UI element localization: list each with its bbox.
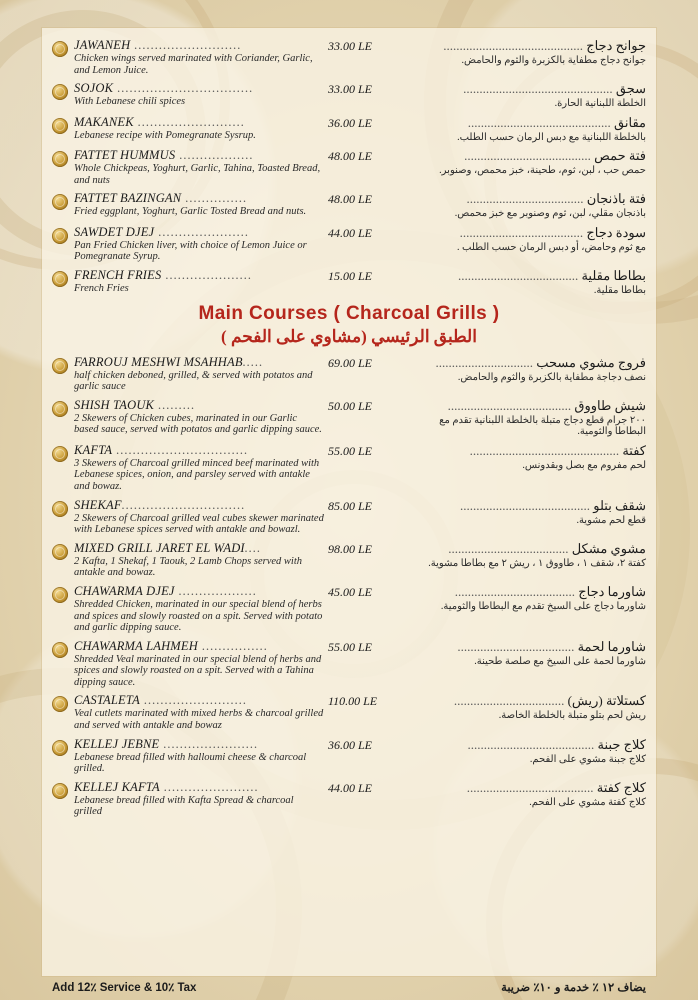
menu-item-description: Lebanese recipe with Pomegranate Sysrup. <box>74 129 256 141</box>
menu-item <box>52 498 646 536</box>
section-heading <box>52 303 646 347</box>
bullet-icon <box>52 642 68 658</box>
menu-item-name: CHAWARMA DJEJ <box>74 583 175 598</box>
leader-dots-arabic: .................................. <box>453 693 565 709</box>
menu-item-arabic-description: بطاطا مقلية. <box>593 285 646 297</box>
menu-item-arabic <box>412 38 646 67</box>
menu-item-arabic-name: سجق <box>615 81 646 97</box>
menu-item-description: 2 Skewers of Charcoal grilled veal cubes skewer marinated with Lebanese spices served with antakle and bowazl. <box>74 512 324 536</box>
leader-dots-arabic: ....................................... <box>464 148 591 164</box>
menu-item-description: Lebanese bread filled with Kafta Spread & charcoal grilled <box>74 794 294 818</box>
menu-item-arabic <box>412 268 646 297</box>
menu-item-price: 110.00 LE <box>328 694 378 709</box>
menu-item-arabic-description: حمص حب ، لبن، ثوم، طحينة، خبز محمص، وصنوبر. <box>439 165 646 177</box>
menu-item-english <box>74 737 328 775</box>
bullet-icon <box>52 544 68 560</box>
menu-item <box>52 148 646 186</box>
menu-item-name-line <box>74 398 324 413</box>
menu-item <box>52 443 646 493</box>
menu-item-price: 44.00 LE <box>328 780 373 795</box>
leader-dots: ....................... <box>159 736 259 751</box>
menu-item-arabic-name: كستلاتة (ريش) <box>567 693 646 709</box>
menu-item-arabic <box>412 541 646 570</box>
menu-item-name: FARROUJ MESHWI MSAHHAB <box>74 354 243 369</box>
menu-item-name-line <box>74 355 324 370</box>
menu-item <box>52 81 646 110</box>
menu-item-name-line <box>74 268 324 283</box>
menu-item-name-line <box>74 148 324 163</box>
menu-item-english <box>74 443 328 493</box>
leader-dots-arabic: .................................... <box>466 191 584 207</box>
leader-dots: ................................ <box>112 442 249 457</box>
menu-item-arabic <box>412 498 646 527</box>
menu-item-name-line <box>74 225 324 240</box>
footer-service-charge-arabic: يضاف ١٢ ٪ خدمة و ١٠٪ ضريبة <box>501 982 646 994</box>
menu-item-arabic <box>412 81 646 110</box>
menu-item-arabic-name-line <box>412 38 646 54</box>
menu-item-name: JAWANEH <box>74 38 131 52</box>
menu-item-description: Pan Fried Chicken liver, with choice of Lemon Juice or Pomegranate Syrup. <box>74 239 307 263</box>
menu-item-arabic-name: شاورما دجاج <box>578 583 646 599</box>
menu-item-arabic-description: شاورما دجاج على السيخ تقدم مع البطاطا والثومية. <box>440 600 646 612</box>
leader-dots-arabic: ....................................... <box>467 736 595 752</box>
bullet-icon <box>52 783 68 799</box>
menu-item <box>52 780 646 818</box>
menu-item-name-line <box>74 693 324 708</box>
menu-item-english <box>74 268 328 295</box>
menu-item-name: FATTET HUMMUS <box>74 148 176 163</box>
menu-item-arabic <box>412 398 646 438</box>
menu-item-name: MAKANEK <box>74 114 134 129</box>
menu-item <box>52 191 646 220</box>
menu-item-arabic-description: كلاج جبنة مشوي على الفحم. <box>529 753 646 765</box>
menu-item-name-line <box>74 584 324 599</box>
menu-item <box>52 693 646 731</box>
menu-item-arabic <box>412 148 646 177</box>
menu-item-name: FRENCH FRIES <box>74 268 162 283</box>
menu-item-arabic <box>412 737 646 766</box>
bullet-icon <box>52 84 68 100</box>
menu-item-english <box>74 639 328 689</box>
menu-item-arabic-description: كلاج كفتة مشوي على الفحم. <box>529 796 646 808</box>
menu-item-description: Whole Chickpeas, Yoghurt, Garlic, Tahina, Toasted Bread, and nuts <box>74 163 321 186</box>
menu-item-arabic-name: فتة حمص <box>594 148 646 164</box>
menu-item-english <box>74 38 328 76</box>
menu-item-english <box>74 115 328 142</box>
menu-item-arabic-name-line <box>412 115 646 131</box>
menu-item-name-line <box>74 639 324 654</box>
leader-dots-arabic: ..................................... <box>457 268 579 284</box>
menu-item-english <box>74 398 328 436</box>
leader-dots: ......... <box>154 397 196 412</box>
footer-service-charge-english: Add 12٪ Service & 10٪ Tax <box>52 982 197 994</box>
menu-item-arabic <box>412 780 646 809</box>
menu-item-arabic-name: شقف بتلو <box>593 497 646 513</box>
menu-item-name-line <box>74 81 324 96</box>
bullet-icon <box>52 446 68 462</box>
leader-dots: ................................. <box>113 81 254 96</box>
menu-item-arabic <box>412 225 646 254</box>
leader-dots-arabic: ....................................... <box>466 779 594 795</box>
menu-item-arabic-description: باذنجان مقلي، لبن، ثوم وصنوبر مع خبز محمص. <box>454 208 646 220</box>
menu-item-name: CHAWARMA LAHMEH <box>74 638 198 653</box>
menu-item-description: Veal cutlets marinated with mixed herbs & charcoal grilled and served with antakle and bowaz <box>74 708 324 732</box>
menu-item-arabic <box>412 639 646 668</box>
menu-item-arabic-name: كفتة <box>622 442 646 458</box>
menu-item-english <box>74 780 328 818</box>
bullet-icon <box>52 740 68 756</box>
menu-item-arabic-description: بالخلطة اللبنانية مع دبس الرمان حسب الطلب. <box>457 131 646 143</box>
menu-item <box>52 355 646 393</box>
leader-dots-arabic: ...................................... <box>447 397 572 413</box>
menu-item-name: SAWDET DJEJ <box>74 224 155 239</box>
bullet-icon <box>52 696 68 712</box>
menu-item-price: 48.00 LE <box>328 149 373 164</box>
menu-panel <box>42 28 656 976</box>
leader-dots-arabic: .............................................. <box>469 442 620 458</box>
bullet-icon <box>52 228 68 244</box>
menu-item-arabic-name-line <box>412 355 646 371</box>
menu-item <box>52 584 646 634</box>
leader-dots: .................. <box>175 148 254 163</box>
leader-dots: ....................... <box>159 779 259 794</box>
menu-item-arabic-name: شاورما لحمة <box>577 638 646 654</box>
menu-item-price: 85.00 LE <box>328 498 373 513</box>
menu-item-arabic-description: جوانح دجاج مطفاية بالكزبرة والثوم والحامض. <box>461 55 646 66</box>
menu-item-english <box>74 148 328 186</box>
menu-item-price: 33.00 LE <box>328 82 373 97</box>
menu-item-description: Fried eggplant, Yoghurt, Garlic Tosted Bread and nuts. <box>74 206 307 218</box>
bullet-icon <box>52 41 68 57</box>
menu-item-arabic-description: شاورما لحمة على السيخ مع صلصة طحينة. <box>474 655 646 667</box>
menu-item-arabic-name-line <box>412 81 646 97</box>
menu-item-description: French Fries <box>74 283 129 295</box>
menu-item-name-line <box>74 115 324 130</box>
menu-item <box>52 541 646 579</box>
menu-item-arabic <box>412 693 646 722</box>
menu-item-arabic <box>412 443 646 472</box>
menu-item-description: With Lebanese chili spices <box>74 96 186 108</box>
menu-item <box>52 115 646 144</box>
menu-item <box>52 225 646 263</box>
menu-item-description: 2 Kafta, 1 Shekaf, 1 Taouk, 2 Lamb Chops served with antakle and bowaz. <box>74 555 302 579</box>
menu-item-english <box>74 191 328 218</box>
menu-item-name: KELLEJ KAFTA <box>74 779 160 794</box>
menu-item-arabic-name-line <box>412 268 646 284</box>
menu-item-arabic-name: مقانق <box>614 114 646 130</box>
bullet-icon <box>52 587 68 603</box>
menu-item-name: KELLEJ JEBNE <box>74 736 160 751</box>
menu-item-arabic-name: شيش طاووق <box>574 397 646 413</box>
menu-item-name-line <box>74 541 324 556</box>
menu-item-arabic-description: مع ثوم وحامض، أو دبس الرمان حسب الطلب . <box>457 241 646 253</box>
bullet-icon <box>52 271 68 287</box>
menu-item-english <box>74 81 328 108</box>
menu-item-english <box>74 693 328 731</box>
menu-item-arabic-description: قطع لحم مشوية. <box>576 514 646 526</box>
main-courses-list <box>52 355 646 818</box>
menu-item <box>52 38 646 76</box>
menu-item-price: 36.00 LE <box>328 737 373 752</box>
menu-item-arabic-description: لحم مفروم مع بصل وبقدونس. <box>522 459 646 471</box>
leader-dots-arabic: ..................................... <box>448 540 569 556</box>
menu-item-arabic-description: نصف دجاجة مطفاية بالكزبرة والثوم والحامض. <box>457 371 646 383</box>
menu-item-arabic-description: كفتة ٢، شقف ١ ، طاووق ١ ، ريش ٢ مع بطاطا مشوية. <box>428 557 646 569</box>
leader-dots: .......................... <box>133 114 246 129</box>
leader-dots-arabic: ...................................... <box>459 224 584 240</box>
menu-item-name-line <box>74 780 324 795</box>
leader-dots: ............... <box>181 191 248 206</box>
leader-dots-arabic: .............................................. <box>463 81 613 97</box>
menu-item-arabic-name: فروج مشوي مسحب <box>536 354 646 370</box>
menu-item-name-line <box>74 498 324 513</box>
menu-item-arabic-description: ٢٠٠ جرام قطع دجاج متبلة بالخلطة اللبنانية تقدم مع البطاطا والثومية. <box>439 414 646 438</box>
menu-item-english <box>74 498 328 536</box>
menu-item-price: 33.00 LE <box>328 39 373 53</box>
menu-item-arabic-name-line <box>412 498 646 514</box>
menu-item-english <box>74 541 328 579</box>
menu-item-arabic-description: ريش لحم بتلو متبلة بالخلطة الخاصة. <box>498 710 646 722</box>
menu-item-arabic <box>412 191 646 220</box>
menu-item-arabic-name-line <box>412 639 646 655</box>
menu-item-arabic-description: الخلطة اللبنانية الحارة. <box>554 98 646 110</box>
menu-item-price: 98.00 LE <box>328 541 373 556</box>
menu-item-price: 55.00 LE <box>328 443 373 458</box>
leader-dots-arabic: ............................................ <box>467 114 611 130</box>
menu-item-name: CASTALETA <box>74 693 140 708</box>
menu-item-price: 44.00 LE <box>328 225 373 240</box>
menu-item-name: KAFTA <box>74 442 113 457</box>
menu-item-arabic-name-line <box>412 541 646 557</box>
menu-item-description: 2 Skewers of Chicken cubes, marinated in our Garlic based sauce, served with potatos and garlic dipping sauce. <box>74 412 322 436</box>
menu-item-arabic-name-line <box>412 148 646 164</box>
menu-item <box>52 398 646 438</box>
menu-item-arabic <box>412 115 646 144</box>
leader-dots: ..................... <box>161 268 253 283</box>
menu-item-arabic-name: سودة دجاج <box>586 224 646 240</box>
menu-item-name-line <box>74 443 324 458</box>
leader-dots-arabic: ........................................... <box>443 38 583 53</box>
menu-item-price: 36.00 LE <box>328 115 373 130</box>
leader-dots-arabic: ..................................... <box>454 583 575 599</box>
menu-item-description: half chicken deboned, grilled, & served with potatos and garlic sauce <box>74 369 313 393</box>
leader-dots: ..... <box>242 354 264 369</box>
section-title-arabic: الطبق الرئيسي (مشاوي على الفحم ) <box>221 326 477 346</box>
menu-item-name: FATTET BAZINGAN <box>74 191 182 206</box>
bullet-icon <box>52 401 68 417</box>
menu-item-price: 50.00 LE <box>328 398 373 413</box>
menu-item-name-line <box>74 737 324 752</box>
appetizer-list <box>52 38 646 297</box>
menu-item-price: 55.00 LE <box>328 639 373 654</box>
menu-item-arabic <box>412 355 646 384</box>
menu-item-name: SHEKAF <box>74 497 122 512</box>
leader-dots: ...................... <box>154 224 250 239</box>
menu-item-arabic-name: فتة باذنجان <box>586 191 646 207</box>
menu-item-description: Shredded Chicken, marinated in our special blend of herbs and spices and slowly roasted on a spit. Served with potato and garlic dipping sauce. <box>74 598 323 634</box>
menu-item-price: 15.00 LE <box>328 269 373 284</box>
menu-item-arabic-name-line <box>412 693 646 709</box>
section-title-english: Main Courses ( Charcoal Grills ) <box>198 302 500 324</box>
menu-item-arabic-name: جوانح دجاج <box>586 38 646 53</box>
menu-item-english <box>74 225 328 263</box>
menu-item-arabic-name: بطاطا مقلية <box>581 268 646 284</box>
footer <box>52 980 646 994</box>
menu-item <box>52 639 646 689</box>
menu-item-english <box>74 355 328 393</box>
menu-item-arabic-name-line <box>412 737 646 753</box>
menu-item <box>52 268 646 297</box>
bullet-icon <box>52 194 68 210</box>
leader-dots: .............................. <box>121 497 246 512</box>
menu-item-name: SHISH TAOUK <box>74 397 155 412</box>
menu-item-arabic-name-line <box>412 398 646 414</box>
menu-item-arabic <box>412 584 646 613</box>
leader-dots: ................ <box>197 638 269 653</box>
menu-item-price: 69.00 LE <box>328 355 373 370</box>
leader-dots: ................... <box>174 583 258 598</box>
menu-item-name: SOJOK <box>74 81 114 96</box>
menu-item-price: 45.00 LE <box>328 584 373 599</box>
menu-item-arabic-name-line <box>412 225 646 241</box>
menu-item-price: 48.00 LE <box>328 192 373 207</box>
leader-dots-arabic: .................................... <box>457 638 575 654</box>
menu-item-arabic-name: مشوي مشكل <box>571 540 646 556</box>
menu-item-arabic-name-line <box>412 780 646 796</box>
leader-dots: .......................... <box>130 38 242 52</box>
menu-item-arabic-name-line <box>412 584 646 600</box>
leader-dots-arabic: .............................. <box>435 354 534 370</box>
menu-item-arabic-name-line <box>412 191 646 207</box>
leader-dots: .... <box>244 540 262 555</box>
bullet-icon <box>52 501 68 517</box>
menu-item-arabic-name: كلاج كفتة <box>596 779 646 795</box>
leader-dots: ......................... <box>139 693 248 708</box>
menu-item-name-line <box>74 38 324 53</box>
menu-item-description: Lebanese bread filled with halloumi cheese & charcoal grilled. <box>74 751 307 775</box>
bullet-icon <box>52 358 68 374</box>
menu-item-name-line <box>74 191 324 206</box>
bullet-icon <box>52 151 68 167</box>
leader-dots-arabic: ........................................ <box>460 497 590 513</box>
menu-item-description: 3 Skewers of Charcoal grilled minced beef marinated with Lebanese spices, onion, and parsley served with antakle and bowaz. <box>74 457 320 492</box>
menu-item-arabic-name-line <box>412 443 646 459</box>
menu-item-description: Chicken wings served marinated with Coriander, Garlic, and Lemon Juice. <box>74 53 313 76</box>
menu-item <box>52 737 646 775</box>
menu-item-arabic-name: كلاج جبنة <box>597 736 646 752</box>
menu-item-name: MIXED GRILL JARET EL WADI <box>74 540 245 555</box>
menu-item-description: Shredded Veal marinated in our special blend of herbs and spices and slowly roasted on a spit. Served with a Tahina dipping sauce. <box>74 653 322 688</box>
menu-item-english <box>74 584 328 634</box>
bullet-icon <box>52 118 68 134</box>
